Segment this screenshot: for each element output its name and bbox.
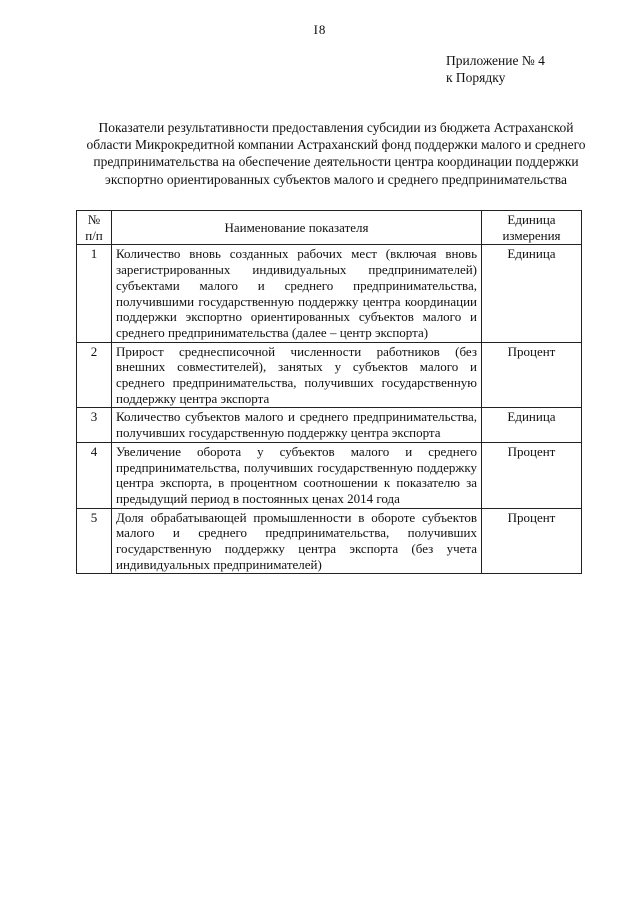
- appendix-number: Приложение № 4: [446, 53, 545, 68]
- indicator-unit: Процент: [482, 342, 582, 408]
- row-number: 5: [77, 508, 112, 574]
- table-row: [77, 442, 582, 508]
- appendix-reference: [446, 52, 545, 86]
- indicator-unit: Процент: [482, 508, 582, 574]
- header-unit: Единица измерения: [482, 211, 582, 245]
- table-row: [77, 245, 582, 342]
- header-number: № п/п: [77, 211, 112, 245]
- indicator-unit: Единица: [482, 408, 582, 442]
- page-number: I8: [313, 22, 327, 37]
- indicator-name: Увеличение оборота у субъектов малого и среднего предпринимательства, получивших государственную поддержку центра экспорта, в процентном соотношении к показателю за предыдущий период в постоянных ценах 2014 года: [112, 442, 482, 508]
- indicator-name: Доля обрабатывающей промышленности в обороте субъектов малого и среднего предпринимательства, получивших государственную поддержку центра экспорта (без учета индивидуальных предпринимателей): [112, 508, 482, 574]
- indicator-name: Количество вновь созданных рабочих мест (включая вновь зарегистрированных индивидуальных предпринимателей) субъектами малого и среднего предпринимательства, получившими государственную поддержку центра координации поддержки экспортно ориентированных субъектов малого и среднего предпринимательства (далее – центр экспорта): [112, 245, 482, 342]
- table-row: [77, 508, 582, 574]
- indicator-unit: Единица: [482, 245, 582, 342]
- table-row: [77, 342, 582, 408]
- indicator-name: Прирост среднесписочной численности работников (без внешних совместителей), занятых у субъектов малого и среднего предпринимательства, получивших государственную поддержку центра экспорта: [112, 342, 482, 408]
- indicators-table: [76, 210, 582, 574]
- indicator-name: Количество субъектов малого и среднего предпринимательства, получивших государственную поддержку центра экспорта: [112, 408, 482, 442]
- indicator-unit: Процент: [482, 442, 582, 508]
- table-row: [77, 408, 582, 442]
- row-number: 4: [77, 442, 112, 508]
- document-title: Показатели результативности предоставления субсидии из бюджета Астраханской области Микрокредитной компании Астраханский фонд поддержки малого и среднего предпринимательства на обеспечение деятельности центра координации поддержки экспортно ориентированных субъектов малого и среднего предпринимательства: [86, 120, 586, 187]
- row-number: 1: [77, 245, 112, 342]
- row-number: 2: [77, 342, 112, 408]
- appendix-order: к Порядку: [446, 70, 506, 85]
- header-indicator-name: Наименование показателя: [112, 211, 482, 245]
- row-number: 3: [77, 408, 112, 442]
- table-header-row: [77, 211, 582, 245]
